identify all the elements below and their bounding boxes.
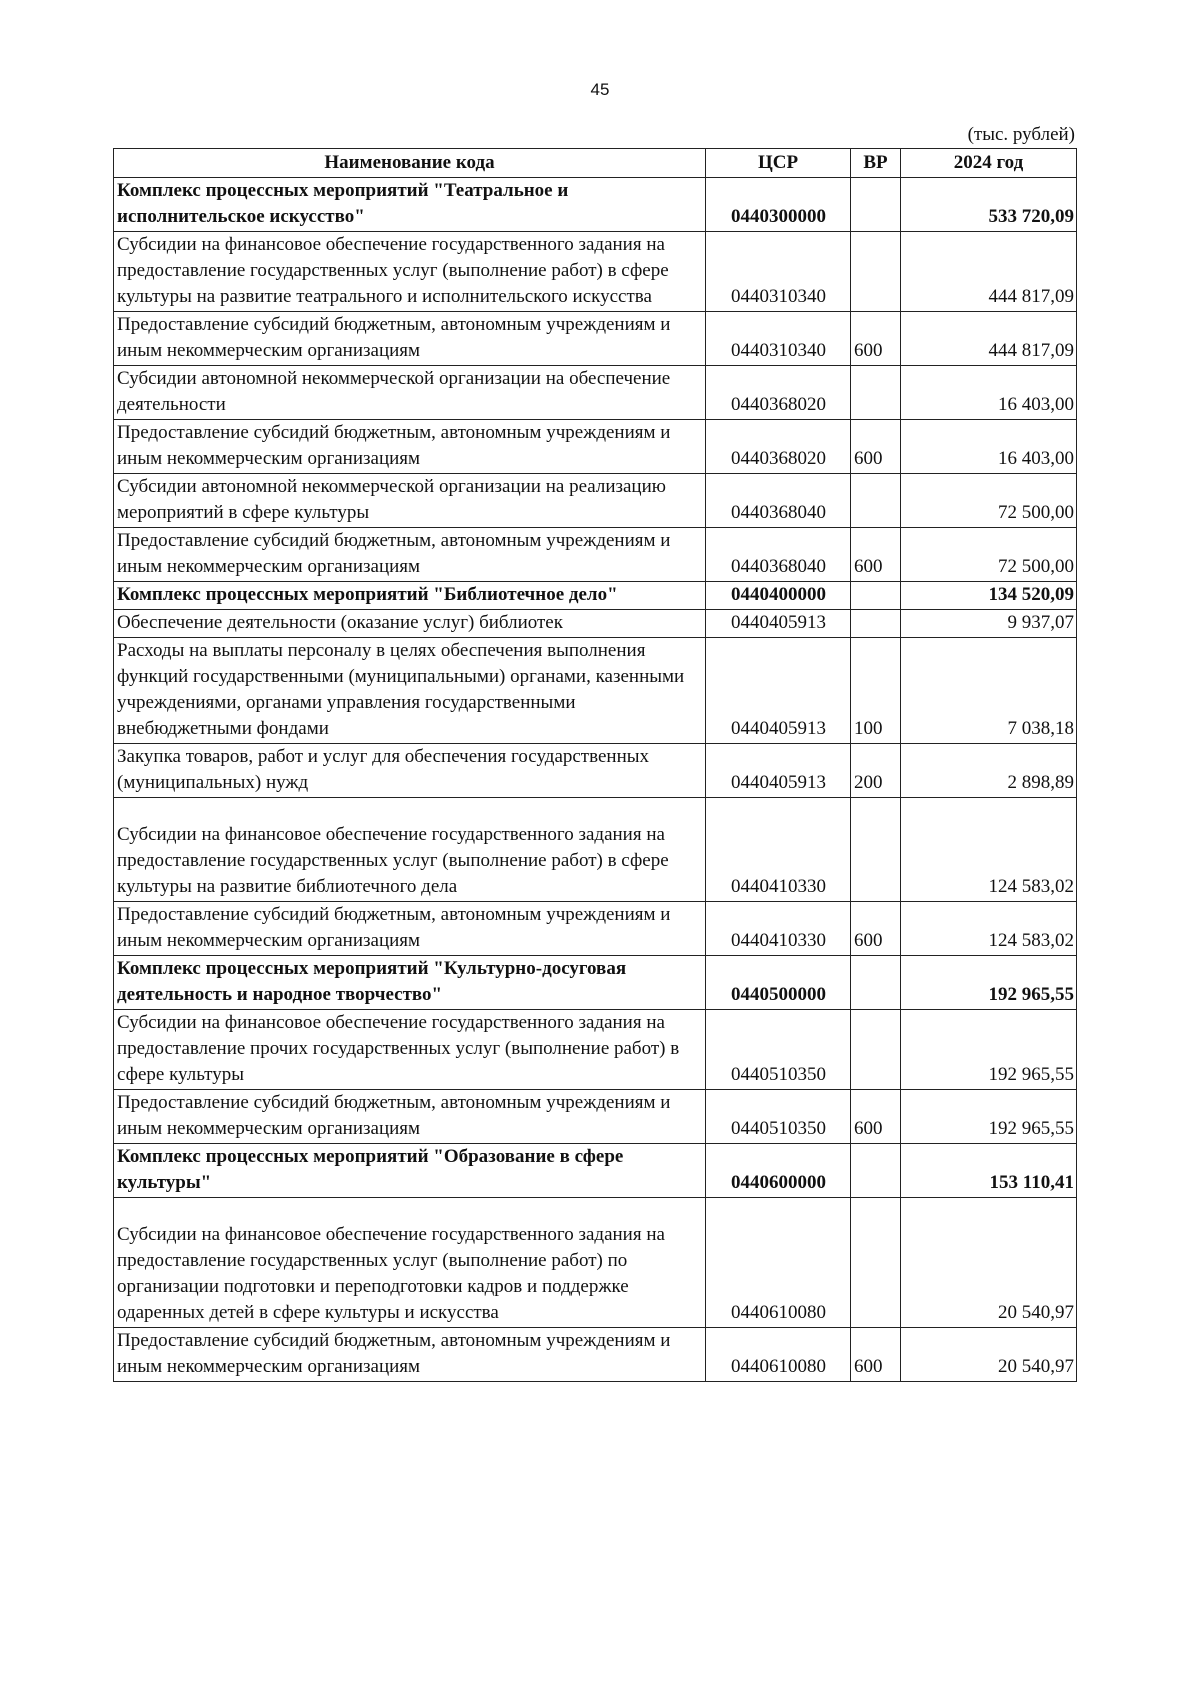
table-row bbox=[114, 1010, 1077, 1090]
row-name: Предоставление субсидий бюджетным, автономным учреждениям и иным некоммерческим организациям bbox=[114, 420, 706, 474]
row-amount: 192 965,55 bbox=[901, 1090, 1077, 1144]
row-name: Предоставление субсидий бюджетным, автономным учреждениям и иным некоммерческим организациям bbox=[114, 902, 706, 956]
row-amount: 20 540,97 bbox=[901, 1198, 1077, 1328]
row-csr: 0440600000 bbox=[706, 1144, 851, 1198]
row-amount: 124 583,02 bbox=[901, 798, 1077, 902]
row-csr: 0440368040 bbox=[706, 474, 851, 528]
row-name: Комплекс процессных мероприятий "Библиотечное дело" bbox=[114, 582, 706, 610]
row-name: Предоставление субсидий бюджетным, автономным учреждениям и иным некоммерческим организациям bbox=[114, 312, 706, 366]
row-name: Комплекс процессных мероприятий "Театральное и исполнительское искусство" bbox=[114, 178, 706, 232]
row-vr: 100 bbox=[851, 638, 901, 744]
row-amount: 72 500,00 bbox=[901, 474, 1077, 528]
row-vr bbox=[851, 178, 901, 232]
row-amount: 444 817,09 bbox=[901, 312, 1077, 366]
row-vr bbox=[851, 232, 901, 312]
row-vr bbox=[851, 1010, 901, 1090]
table-row bbox=[114, 956, 1077, 1010]
table-row bbox=[114, 474, 1077, 528]
row-csr: 0440500000 bbox=[706, 956, 851, 1010]
row-csr: 0440368020 bbox=[706, 366, 851, 420]
row-amount: 124 583,02 bbox=[901, 902, 1077, 956]
row-amount: 192 965,55 bbox=[901, 956, 1077, 1010]
table-row bbox=[114, 798, 1077, 902]
row-amount: 153 110,41 bbox=[901, 1144, 1077, 1198]
header-csr: ЦСР bbox=[706, 149, 851, 178]
row-name: Комплекс процессных мероприятий "Культурно-досуговая деятельность и народное творчество" bbox=[114, 956, 706, 1010]
row-name: Предоставление субсидий бюджетным, автономным учреждениям и иным некоммерческим организациям bbox=[114, 528, 706, 582]
table-row bbox=[114, 528, 1077, 582]
row-csr: 0440405913 bbox=[706, 638, 851, 744]
row-vr: 600 bbox=[851, 1090, 901, 1144]
row-vr: 200 bbox=[851, 744, 901, 798]
row-vr bbox=[851, 956, 901, 1010]
row-vr: 600 bbox=[851, 420, 901, 474]
header-vr: ВР bbox=[851, 149, 901, 178]
row-vr: 600 bbox=[851, 528, 901, 582]
row-vr bbox=[851, 798, 901, 902]
row-csr: 0440310340 bbox=[706, 232, 851, 312]
row-amount: 192 965,55 bbox=[901, 1010, 1077, 1090]
row-vr: 600 bbox=[851, 312, 901, 366]
row-name: Субсидии на финансовое обеспечение государственного задания на предоставление государственных услуг (выполнение работ) по организации подготовки и переподготовки кадров и поддержке одаренных детей в сфере культуры и искусства bbox=[114, 1198, 706, 1328]
row-amount: 444 817,09 bbox=[901, 232, 1077, 312]
table-header-row bbox=[114, 149, 1077, 178]
row-csr: 0440300000 bbox=[706, 178, 851, 232]
table-body bbox=[114, 178, 1077, 1382]
row-vr bbox=[851, 582, 901, 610]
table-row bbox=[114, 1198, 1077, 1328]
row-name: Закупка товаров, работ и услуг для обеспечения государственных (муниципальных) нужд bbox=[114, 744, 706, 798]
row-vr bbox=[851, 366, 901, 420]
table-row bbox=[114, 744, 1077, 798]
row-vr bbox=[851, 1198, 901, 1328]
row-amount: 2 898,89 bbox=[901, 744, 1077, 798]
table-row bbox=[114, 610, 1077, 638]
row-csr: 0440410330 bbox=[706, 902, 851, 956]
row-csr: 0440310340 bbox=[706, 312, 851, 366]
row-name: Субсидии на финансовое обеспечение государственного задания на предоставление государственных услуг (выполнение работ) в сфере культуры на развитие библиотечного дела bbox=[114, 798, 706, 902]
table-row bbox=[114, 232, 1077, 312]
row-name: Субсидии автономной некоммерческой организации на обеспечение деятельности bbox=[114, 366, 706, 420]
table-row bbox=[114, 1328, 1077, 1382]
row-name: Субсидии автономной некоммерческой организации на реализацию мероприятий в сфере культуры bbox=[114, 474, 706, 528]
header-name: Наименование кода bbox=[114, 149, 706, 178]
row-csr: 0440400000 bbox=[706, 582, 851, 610]
row-vr: 600 bbox=[851, 902, 901, 956]
row-name: Субсидии на финансовое обеспечение государственного задания на предоставление государственных услуг (выполнение работ) в сфере культуры на развитие театрального и исполнительского искусства bbox=[114, 232, 706, 312]
row-amount: 16 403,00 bbox=[901, 366, 1077, 420]
table-row bbox=[114, 638, 1077, 744]
table-row bbox=[114, 1090, 1077, 1144]
table-row bbox=[114, 902, 1077, 956]
table-row bbox=[114, 312, 1077, 366]
table-row bbox=[114, 1144, 1077, 1198]
row-name: Обеспечение деятельности (оказание услуг) библиотек bbox=[114, 610, 706, 638]
row-vr bbox=[851, 610, 901, 638]
row-csr: 0440610080 bbox=[706, 1198, 851, 1328]
row-amount: 20 540,97 bbox=[901, 1328, 1077, 1382]
row-vr: 600 bbox=[851, 1328, 901, 1382]
row-vr bbox=[851, 1144, 901, 1198]
row-amount: 533 720,09 bbox=[901, 178, 1077, 232]
table-row bbox=[114, 178, 1077, 232]
row-name: Расходы на выплаты персоналу в целях обеспечения выполнения функций государственными (муниципальными) органами, казенными учреждениями, органами управления государственными внебюджетными фондами bbox=[114, 638, 706, 744]
row-amount: 9 937,07 bbox=[901, 610, 1077, 638]
row-csr: 0440510350 bbox=[706, 1090, 851, 1144]
row-csr: 0440510350 bbox=[706, 1010, 851, 1090]
units-label: (тыс. рублей) bbox=[967, 124, 1075, 145]
row-amount: 7 038,18 bbox=[901, 638, 1077, 744]
row-name: Комплекс процессных мероприятий "Образование в сфере культуры" bbox=[114, 1144, 706, 1198]
row-amount: 134 520,09 bbox=[901, 582, 1077, 610]
row-csr: 0440410330 bbox=[706, 798, 851, 902]
header-year: 2024 год bbox=[901, 149, 1077, 178]
row-amount: 16 403,00 bbox=[901, 420, 1077, 474]
row-csr: 0440368020 bbox=[706, 420, 851, 474]
table-row bbox=[114, 420, 1077, 474]
row-csr: 0440368040 bbox=[706, 528, 851, 582]
page-number: 45 bbox=[590, 80, 610, 99]
row-vr bbox=[851, 474, 901, 528]
row-name: Субсидии на финансовое обеспечение государственного задания на предоставление прочих государственных услуг (выполнение работ) в сфере культуры bbox=[114, 1010, 706, 1090]
row-name: Предоставление субсидий бюджетным, автономным учреждениям и иным некоммерческим организациям bbox=[114, 1090, 706, 1144]
row-name: Предоставление субсидий бюджетным, автономным учреждениям и иным некоммерческим организациям bbox=[114, 1328, 706, 1382]
budget-table bbox=[113, 148, 1077, 1382]
row-csr: 0440405913 bbox=[706, 610, 851, 638]
row-csr: 0440405913 bbox=[706, 744, 851, 798]
table-row bbox=[114, 366, 1077, 420]
row-csr: 0440610080 bbox=[706, 1328, 851, 1382]
table-row bbox=[114, 582, 1077, 610]
row-amount: 72 500,00 bbox=[901, 528, 1077, 582]
